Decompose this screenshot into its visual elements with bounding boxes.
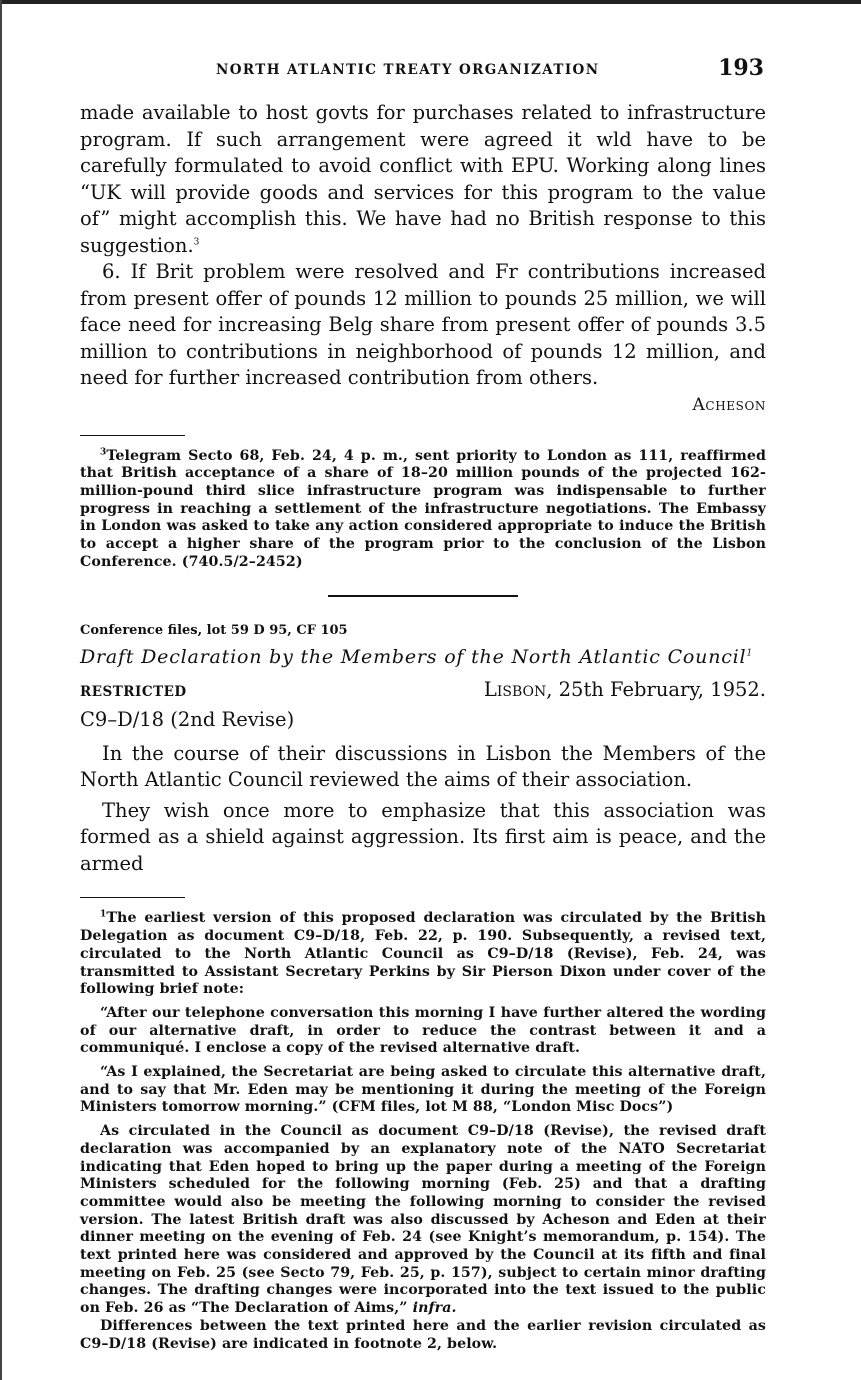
paragraph-continued: made available to host govts for purchases related to infrastructure program. If such arrangement were agreed it wld have to be carefully formulated to avoid conflict with EPU. Working along lines “UK will provide goods and services for this program to the value of” might accomplish this. We have had no British response to this suggestion.$^3$ [80,101,766,257]
footnote-rule-2 [80,897,185,898]
section-divider [328,595,518,597]
left-border [0,0,2,1380]
footnote-1-marker: 1 [100,909,107,920]
page-header [80,55,768,84]
classification: RESTRICTED [80,683,187,700]
date: , 25th February, 1952. [546,677,766,701]
footnote-ref-1: 1 [746,648,753,659]
infra-italic: infra. [412,1300,457,1317]
document-title: Draft Declaration by the Members of the North Atlantic Council$^1$ [80,645,753,668]
footnote-1-p4: As circulated in the Council as document C9–D/18 (Revise), the revised draft declaration was accompanied by an explanatory note of the NATO Secretariat indicating that Eden hoped to bring up the paper during a meeting of the Foreign Ministers scheduled for the following morning (Feb. 25) and that a drafting committee would also be meeting the following morning to consider the revised version. The latest British draft was also discussed by Acheson and Eden at their dinner meeting on the evening of Feb. 24 (see Knight’s memorandum, p. 154). The text printed here was considered and approved by the Council at its fifth and final meeting on Feb. 25 (see Secto 79, Feb. 25, p. 157), subject to certain minor drafting changes. The drafting changes were incorporated into the text issued to the public on Feb. 26 as “The Declaration of Aims,” infra. [80,1123,766,1317]
footnote-3: $^3$Telegram Secto 68, Feb. 24, 4 p. m., sent priority to London as 111, reaffirmed that British acceptance of a share of 18–20 million pounds of the projected 162-million-pound third slice infrastructure program was indispensable to further progress in reaching a settlement of the infrastructure negotiations. The Embassy in London was asked to take any action considered appropriate to induce the British to accept a higher share of the program prior to the conclusion of the Lisbon Conference. (740.5/2–2452) [80,446,766,570]
page-number: 193 [718,55,764,81]
footnote-3-marker: 3 [100,446,107,457]
top-border [0,0,861,4]
footnote-1-p3: “As I explained, the Secretariat are being asked to circulate this alternative draft, and to say that Mr. Eden may be mentioning it during the meeting of the Foreign Ministers tomorrow morning.” (CFM files, lot M 88, “London Misc Docs”) [80,1064,766,1116]
document-meta [80,678,766,706]
footnote-1-p5: Differences between the text printed here and the earlier revision circulated as C9–D/18 (Revise) are indicated in footnote 2, below. [80,1317,766,1352]
document-number: C9–D/18 (2nd Revise) [80,707,295,731]
file-reference: Conference files, lot 59 D 95, CF 105 [80,622,348,638]
page-body [80,100,766,1353]
paragraph-6: 6. If Brit problem were resolved and Fr contributions increased from present offer of pounds 12 million to pounds 25 million, we will face need for increasing Belg share from present offer of pounds 3.5 million to contributions in neighborhood of pounds 12 million, and need for further increased contribution from others. [80,260,766,389]
footnote-rule [80,435,185,436]
declaration-paragraph-2: They wish once more to emphasize that this association was formed as a shield against aggression. Its first aim is peace, and the armed [80,798,766,875]
declaration-paragraph-1: In the course of their discussions in Lisbon the Members of the North Atlantic Council reviewed the aims of their association. [80,741,766,792]
place: Lisbon [483,677,547,701]
footnote-1-p1: $^1$The earliest version of this proposed declaration was circulated by the British Delegation as document C9–D/18, Feb. 22, p. 190. Subsequently, a revised text, circulated to the North Atlantic Council as C9–D/18 (Revise), Feb. 24, was transmitted to Assistant Secretary Perkins by Sir Pierson Dixon under cover of the following brief note: [80,909,766,998]
place-date [484,678,766,701]
footnote-ref-3: 3 [193,237,200,247]
running-head: NORTH ATLANTIC TREATY ORGANIZATION [216,62,600,78]
footnote-1-p2: “After our telephone conversation this morning I have further altered the wording of our alternative draft, in order to reduce the contrast between it and a communiqué. I enclose a copy of the revised alternative draft. [80,1004,766,1057]
signature: Acheson [692,394,766,415]
